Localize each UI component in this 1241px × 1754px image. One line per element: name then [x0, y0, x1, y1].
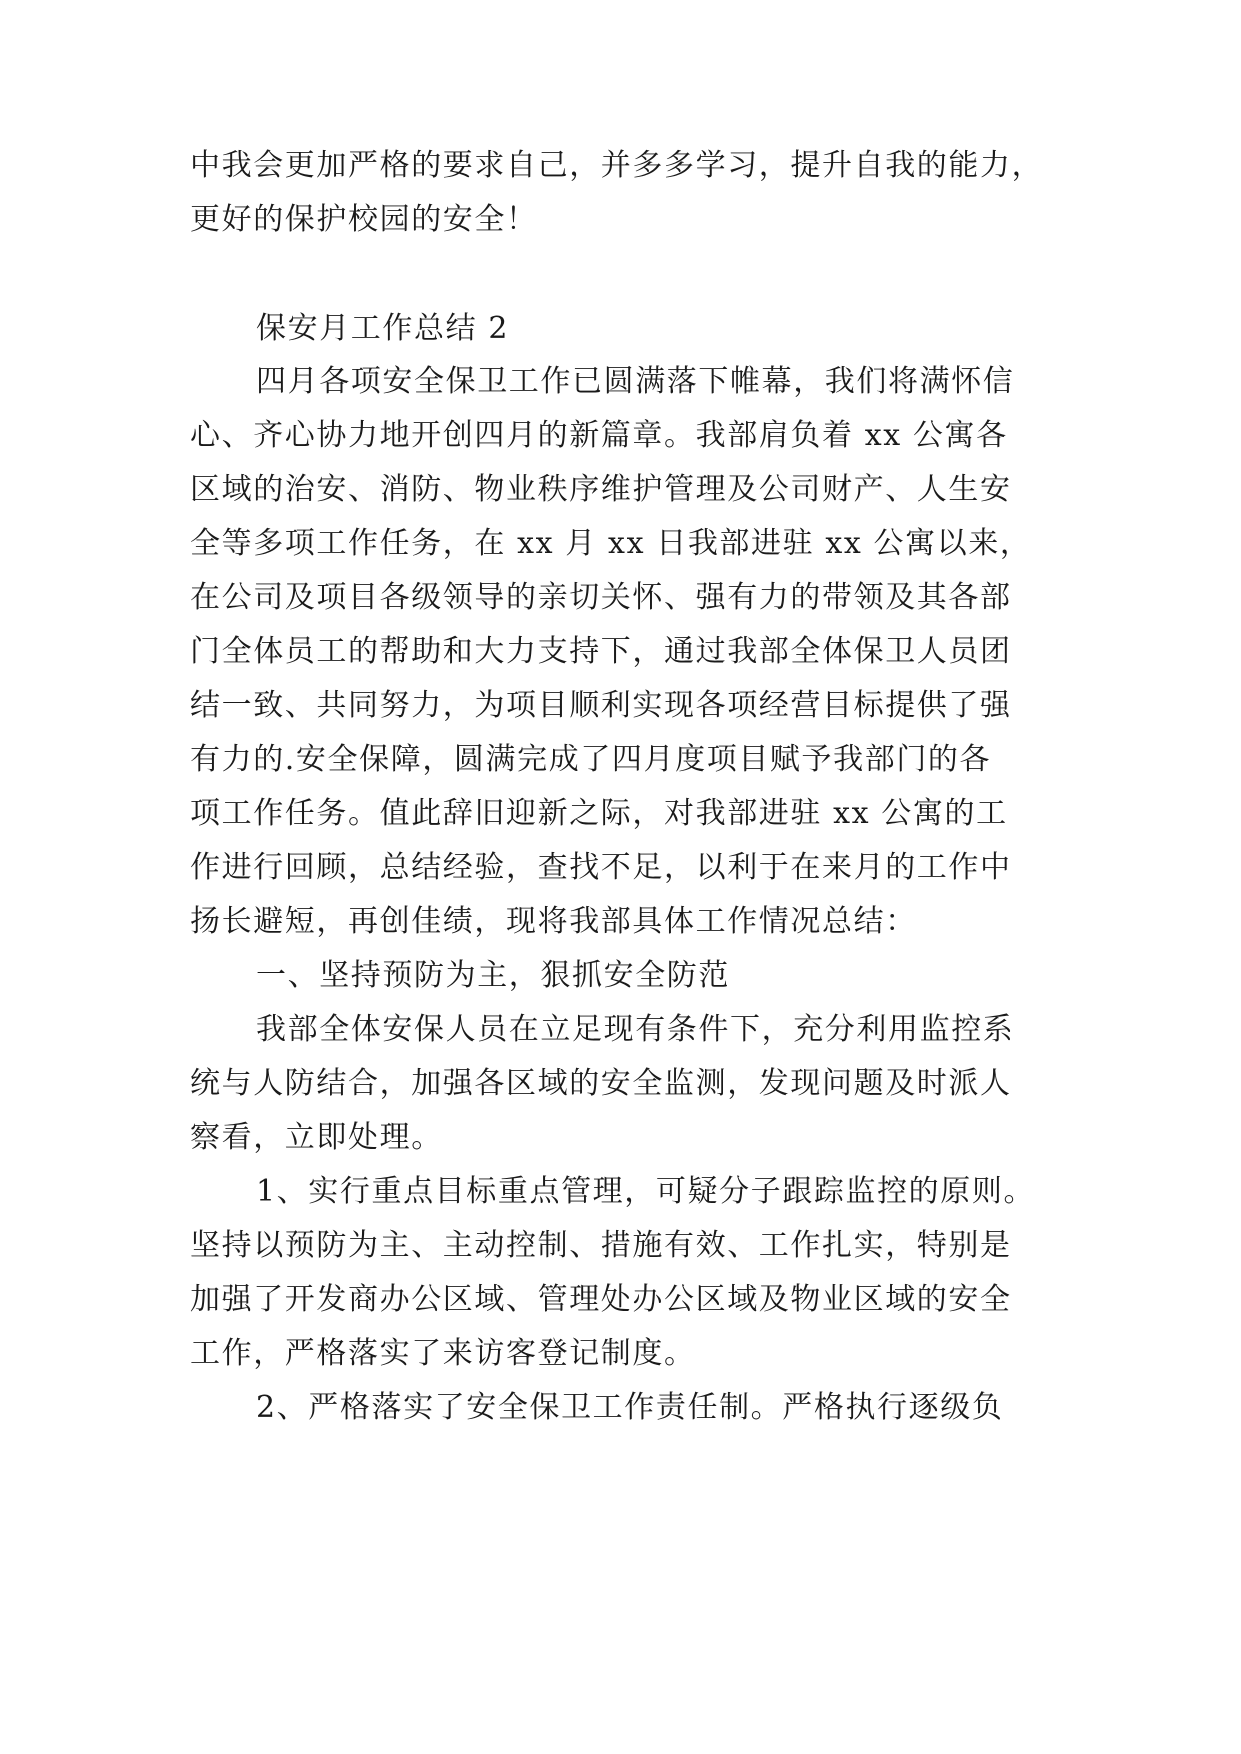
text-line: 有力的.安全保障，圆满完成了四月度项目赋予我部门的各	[190, 742, 992, 777]
text-line: 1、实行重点目标重点管理，可疑分子跟踪监控的原则。	[256, 1174, 1036, 1209]
text-line: 全等多项工作任务，在 xx 月 xx 日我部进驻 xx 公寓以来，	[190, 526, 1032, 561]
text-line: 在公司及项目各级领导的亲切关怀、强有力的带领及其各部	[190, 580, 1012, 615]
text-line: 更好的保护校园的安全！	[190, 202, 538, 237]
section-title: 保安月工作总结 2	[256, 311, 510, 346]
subheading: 一、坚持预防为主，狠抓安全防范	[256, 958, 730, 993]
text-line: 察看，立即处理。	[190, 1120, 443, 1155]
text-line: 区域的治安、消防、物业秩序维护管理及公司财产、人生安	[190, 472, 1012, 507]
text-line: 工作，严格落实了来访客登记制度。	[190, 1336, 696, 1371]
text-line: 门全体员工的帮助和大力支持下，通过我部全体保卫人员团	[190, 634, 1012, 669]
text-line: 我部全体安保人员在立足现有条件下，充分利用监控系	[256, 1012, 1015, 1047]
text-line: 心、齐心协力地开创四月的新篇章。我部肩负着 xx 公寓各	[190, 418, 1008, 453]
text-line: 中我会更加严格的要求自己，并多多学习，提升自我的能力，	[190, 148, 1044, 183]
text-line: 项工作任务。值此辞旧迎新之际，对我部进驻 xx 公寓的工	[190, 796, 1008, 831]
text-line: 统与人防结合，加强各区域的安全监测，发现问题及时派人	[190, 1066, 1012, 1101]
text-line: 坚持以预防为主、主动控制、措施有效、工作扎实，特别是	[190, 1228, 1012, 1263]
text-line: 结一致、共同努力，为项目顺利实现各项经营目标提供了强	[190, 688, 1012, 723]
text-line: 加强了开发商办公区域、管理处办公区域及物业区域的安全	[190, 1282, 1012, 1317]
text-line: 扬长避短，再创佳绩，现将我部具体工作情况总结：	[190, 904, 917, 939]
text-line: 2、严格落实了安全保卫工作责任制。严格执行逐级负	[256, 1390, 1004, 1425]
text-line: 作进行回顾，总结经验，查找不足，以利于在来月的工作中	[190, 850, 1012, 885]
text-line: 四月各项安全保卫工作已圆满落下帷幕，我们将满怀信	[256, 364, 1015, 399]
